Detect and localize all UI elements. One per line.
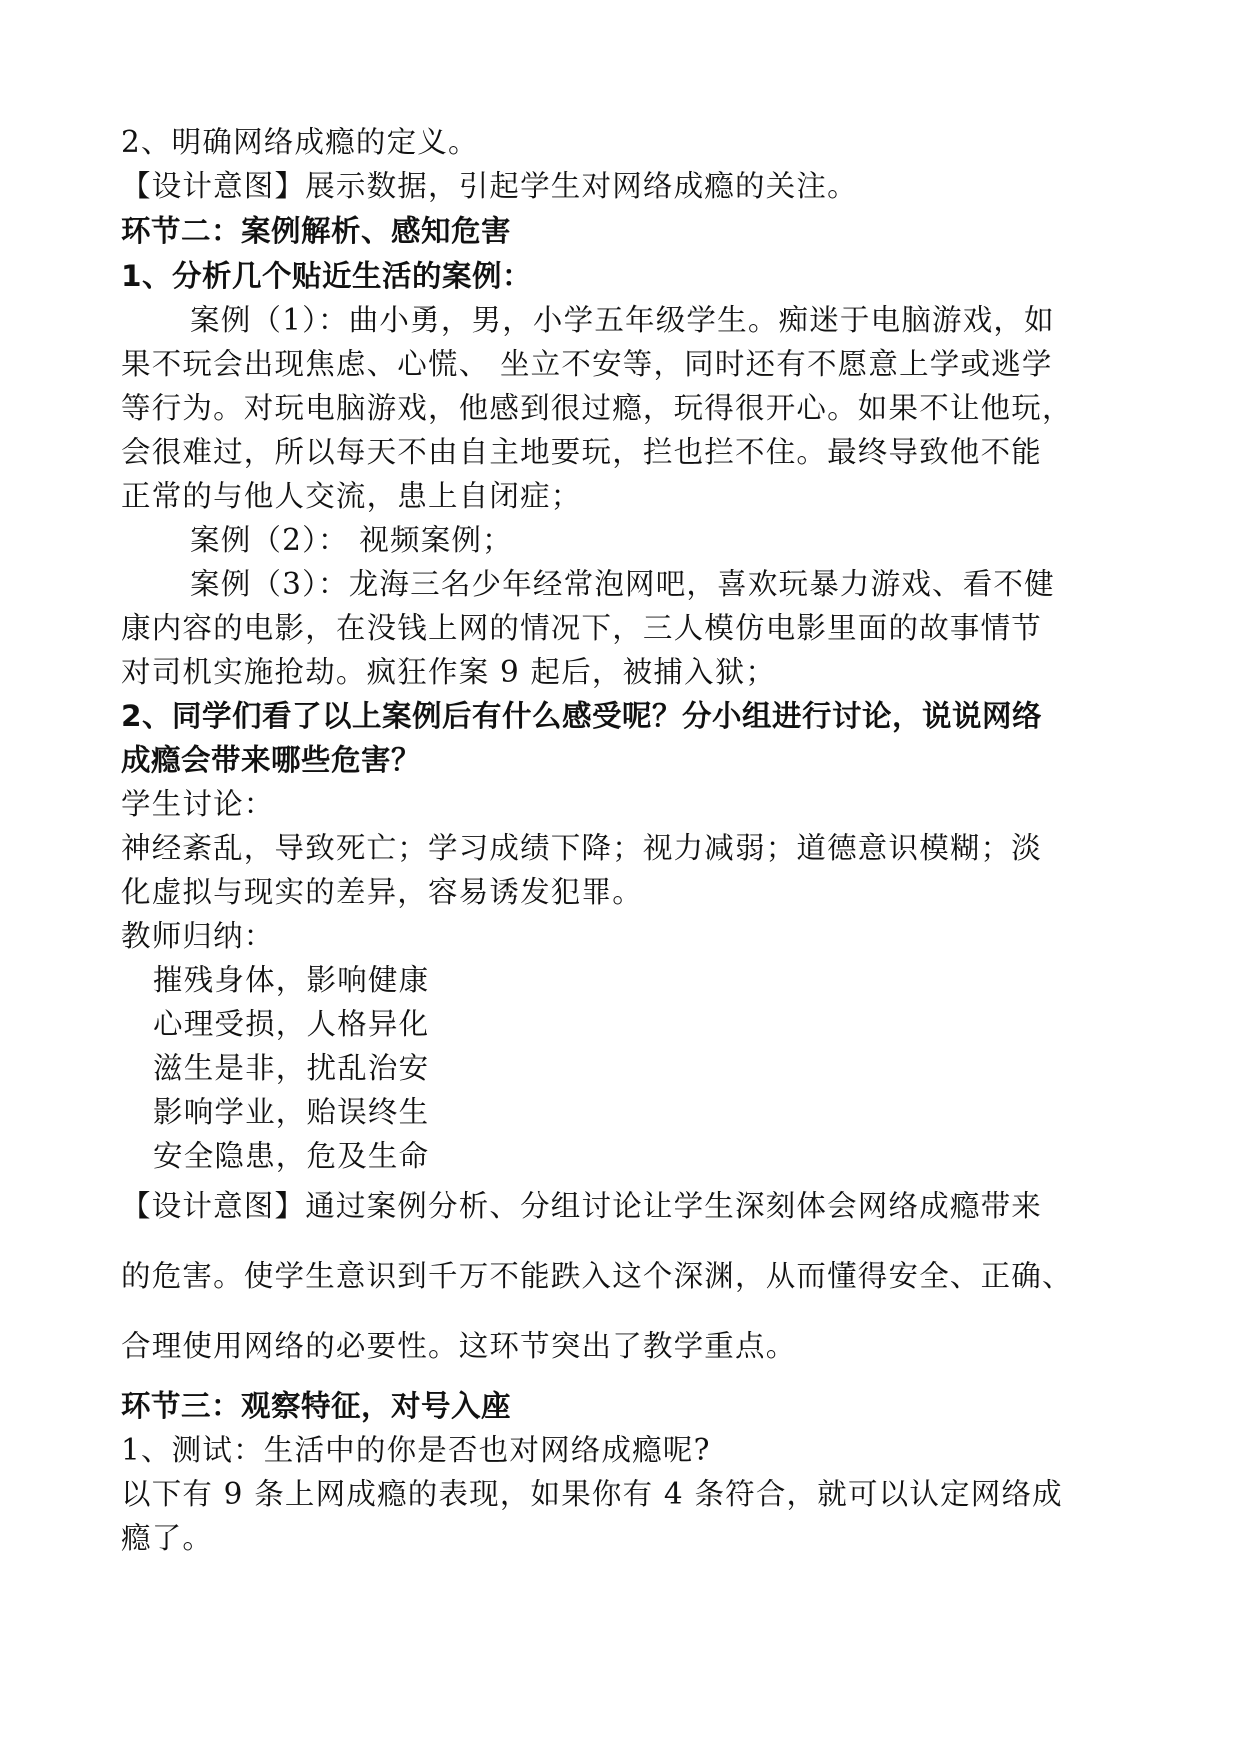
section-heading-two: 环节二：案例解析、感知危害 — [121, 214, 512, 248]
case-one-line: 会很难过，所以每天不由自主地要玩，拦也拦不住。最终导致他不能 — [121, 435, 1043, 469]
teacher-summary-label: 教师归纳： — [121, 919, 275, 953]
design-intent-text: 通过案例分析、分组讨论让学生深刻体会网络成瘾带来 — [305, 1189, 1043, 1223]
summary-item: 心理受损，人格异化 — [153, 1007, 430, 1041]
design-intent-text: 展示数据，引起学生对网络成瘾的关注。 — [305, 169, 858, 203]
design-intent-text: 合理使用网络的必要性。这环节突出了教学重点。 — [121, 1329, 797, 1363]
design-intent-label: 【设计意图】 — [121, 169, 306, 203]
discussion-question-line: 成瘾会带来哪些危害？ — [121, 743, 422, 777]
design-intent-paragraph — [121, 1188, 1042, 1224]
test-description-line: 瘾了。 — [121, 1521, 214, 1555]
student-discussion-text: 化虚拟与现实的差异，容易诱发犯罪。 — [121, 875, 643, 909]
test-description-line: 以下有 9 条上网成瘾的表现，如果你有 4 条符合，就可以认定网络成 — [121, 1477, 1063, 1511]
summary-item: 影响学业，贻误终生 — [153, 1095, 430, 1129]
summary-item: 滋生是非，扰乱治安 — [153, 1051, 430, 1085]
design-intent-text: 的危害。使学生意识到千万不能跌入这个深渊，从而懂得安全、正确、 — [121, 1259, 1073, 1293]
case-one-line: 果不玩会出现焦虑、心慌、 坐立不安等，同时还有不愿意上学或逃学 — [121, 347, 1053, 381]
student-discussion-label: 学生讨论： — [121, 787, 275, 821]
test-question-line: 1、测试：生活中的你是否也对网络成瘾呢? — [121, 1433, 711, 1467]
case-three-line: 案例（3）：龙海三名少年经常泡网吧，喜欢玩暴力游戏、看不健 — [190, 567, 1055, 601]
design-intent-paragraph — [121, 168, 858, 204]
subheading-analyze-cases: 1、分析几个贴近生活的案例： — [121, 259, 533, 293]
case-two-line: 案例（2）： 视频案例； — [190, 523, 513, 557]
case-one-line: 正常的与他人交流，患上自闭症； — [121, 479, 582, 513]
summary-item: 摧残身体，影响健康 — [153, 963, 430, 997]
case-one-line: 等行为。对玩电脑游戏，他感到很过瘾，玩得很开心。如果不让他玩， — [121, 391, 1073, 425]
student-discussion-text: 神经紊乱，导致死亡；学习成绩下降；视力减弱；道德意识模糊；淡 — [121, 831, 1043, 865]
summary-item: 安全隐患，危及生命 — [153, 1139, 430, 1173]
case-one-line: 案例（1）：曲小勇，男，小学五年级学生。痴迷于电脑游戏，如 — [190, 303, 1055, 337]
case-three-line: 康内容的电影，在没钱上网的情况下，三人模仿电影里面的故事情节 — [121, 611, 1043, 645]
case-three-line: 对司机实施抢劫。疯狂作案 9 起后，被捕入狱； — [121, 655, 777, 689]
section-heading-three: 环节三：观察特征，对号入座 — [121, 1389, 512, 1423]
list-item-define-addiction: 2、明确网络成瘾的定义。 — [121, 125, 479, 159]
discussion-question-line: 2、同学们看了以上案例后有什么感受呢？分小组进行讨论，说说网络 — [121, 699, 1043, 733]
design-intent-label: 【设计意图】 — [121, 1189, 306, 1223]
